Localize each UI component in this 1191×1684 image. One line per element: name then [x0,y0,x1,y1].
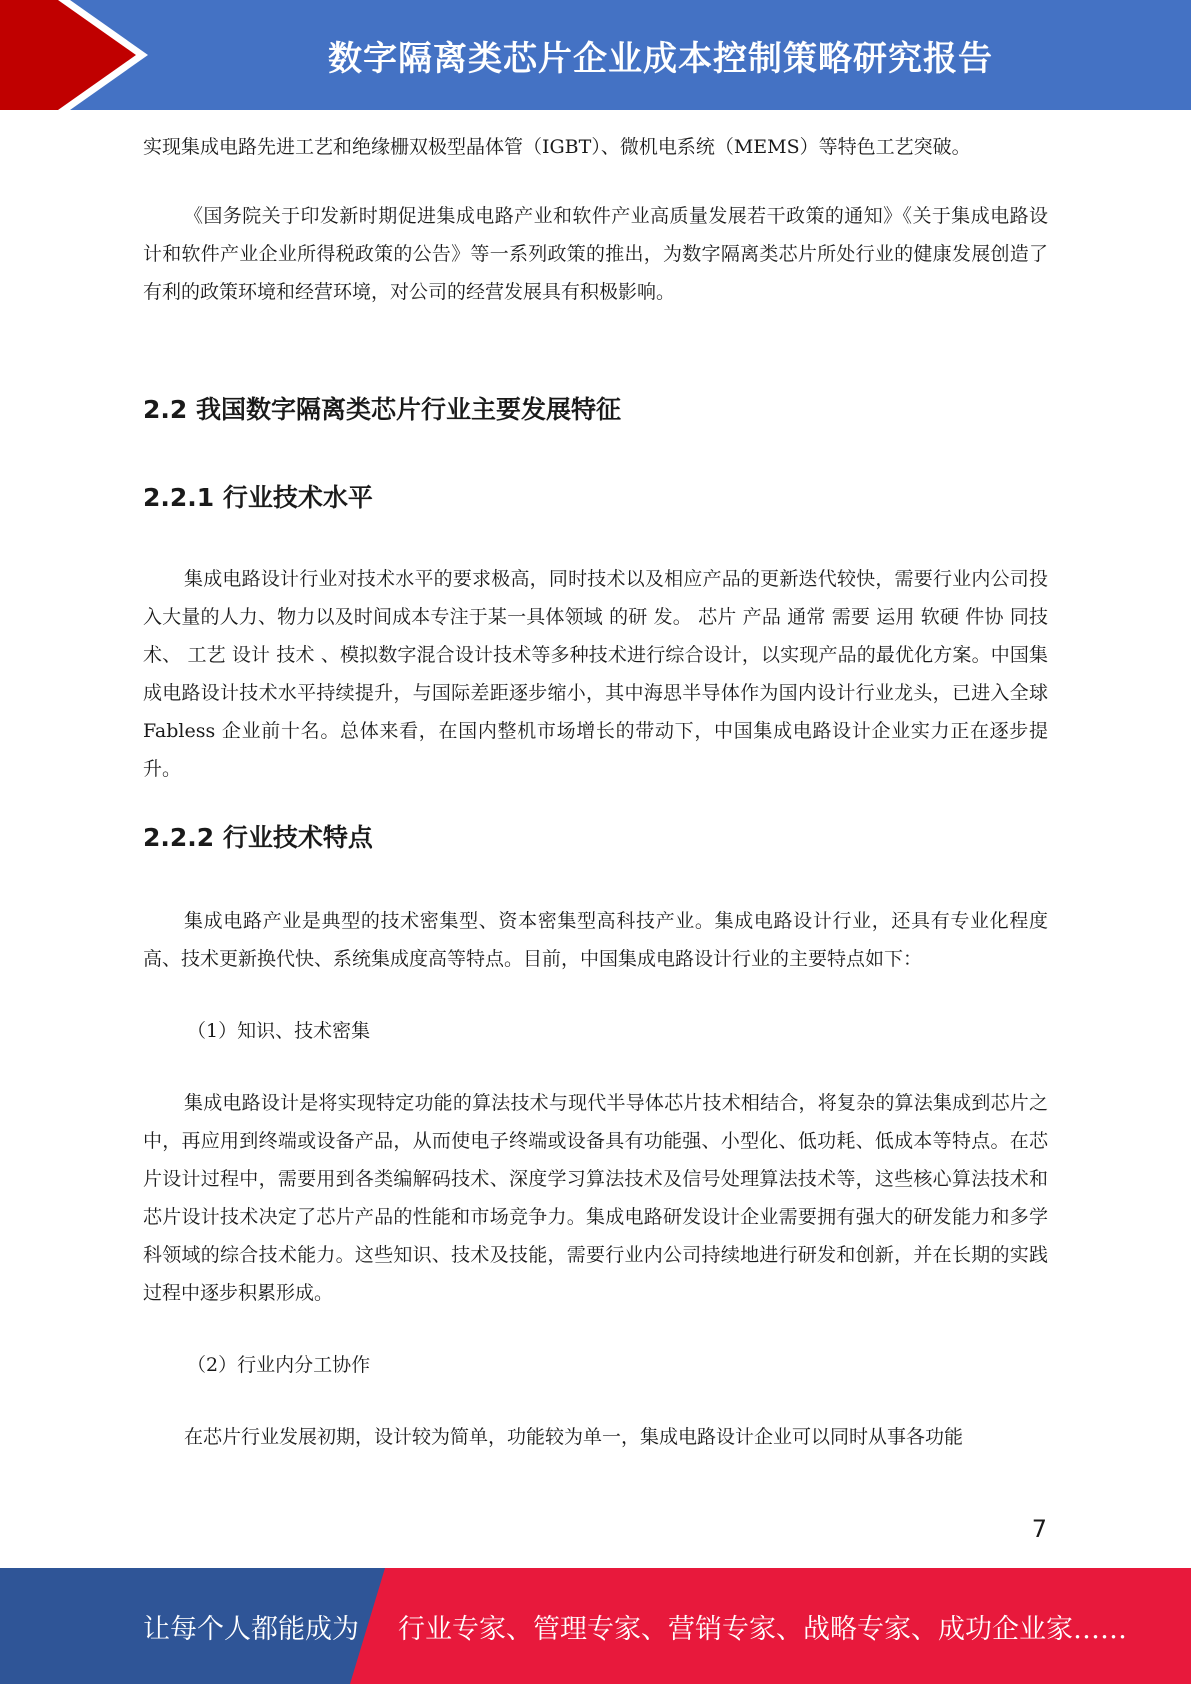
page-footer [0,1568,1191,1684]
section-heading-2-2: 2.2 我国数字隔离类芯片行业主要发展特征 [143,395,621,424]
chevron-arrow-icon [0,0,160,110]
paragraph-4: 集成电路产业是典型的技术密集型、资本密集型高科技产业。集成电路设计行业，还具有专业化程度高、技术更新换代快、系统集成度高等特点。目前，中国集成电路设计行业的主要特点如下： [143,910,1048,970]
page-number: 7 [1031,1515,1047,1543]
paragraph-1: 实现集成电路先进工艺和绝缘栅双极型晶体管（IGBT）、微机电系统（MEMS）等特色工艺突破。 [143,136,971,158]
report-title: 数字隔离类芯片企业成本控制策略研究报告 [328,38,993,79]
section-heading-2-2-1: 2.2.1 行业技术水平 [143,483,373,512]
footer-slogan-left: 让每个人都能成为 [143,1613,359,1645]
paragraph-2: 《国务院关于印发新时期促进集成电路产业和软件产业高质量发展若干政策的通知》《关于集成电路设计和软件产业企业所得税政策的公告》等一系列政策的推出，为数字隔离类芯片所处行业的健康发展创造了有利的政策环境和经营环境，对公司的经营发展具有积极影响。 [143,205,1048,303]
paragraph-3: 集成电路设计行业对技术水平的要求极高，同时技术以及相应产品的更新迭代较快，需要行业内公司投入大量的人力、物力以及时间成本专注于某一具体领域 的研 发。 芯片 产品 通常 需要 运用 软硬 件协 同技 术、 工艺 设计 技术 、模拟数字混合设计技术等多种技术进行综合设计，以实现产品的最优化方案。中国集成电路设计技术水平持续提升，与国际差距逐步缩小，其中海思半导体作为国内设计行业龙头，已进入全球 Fabless 企业前十名。总体来看，在国内整机市场增长的带动下，中国集成电路设计企业实力正在逐步提升。 [143,568,1048,780]
document-body [143,128,1048,1456]
list-item-2: （2）行业内分工协作 [187,1354,371,1376]
section-heading-2-2-2: 2.2.2 行业技术特点 [143,823,373,852]
footer-slogan-right: 行业专家、管理专家、营销专家、战略专家、成功企业家…… [398,1613,1127,1645]
list-item-1: （1）知识、技术密集 [187,1020,371,1042]
paragraph-5: 集成电路设计是将实现特定功能的算法技术与现代半导体芯片技术相结合，将复杂的算法集成到芯片之中，再应用到终端或设备产品，从而使电子终端或设备具有功能强、小型化、低功耗、低成本等特点。在芯片设计过程中，需要用到各类编解码技术、深度学习算法技术及信号处理算法技术等，这些核心算法技术和芯片设计技术决定了芯片产品的性能和市场竞争力。集成电路研发设计企业需要拥有强大的研发能力和多学科领域的综合技术能力。这些知识、技术及技能，需要行业内公司持续地进行研发和创新，并在长期的实践过程中逐步积累形成。 [143,1092,1048,1304]
page-header [0,0,1191,110]
paragraph-6: 在芯片行业发展初期，设计较为简单，功能较为单一，集成电路设计企业可以同时从事各功能 [184,1426,964,1448]
